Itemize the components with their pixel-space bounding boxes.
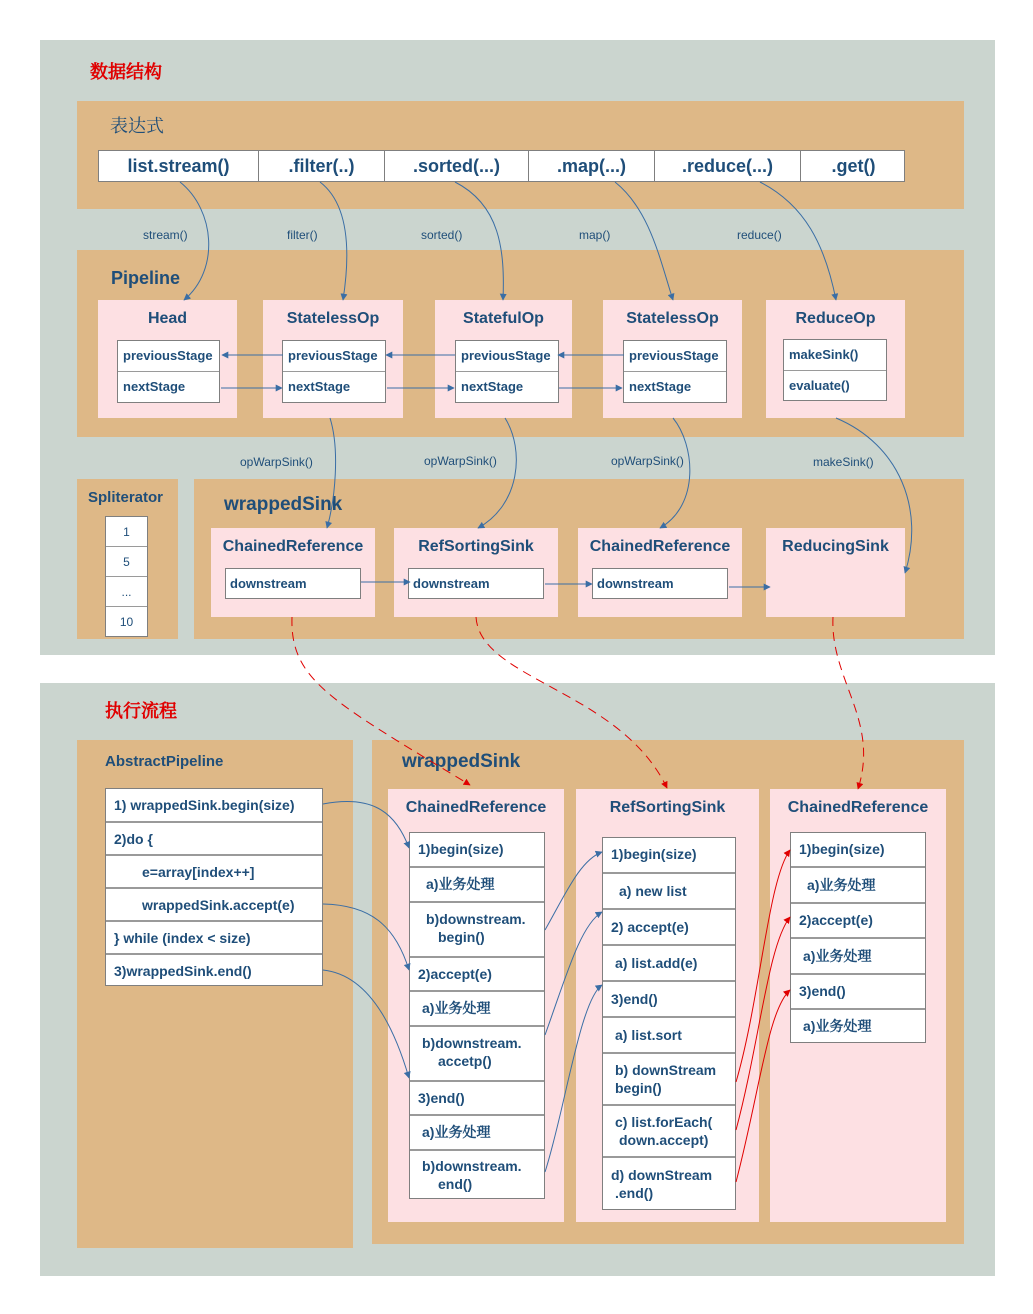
sink-ref-sorting <box>394 528 558 617</box>
step-line: end() <box>438 1176 473 1192</box>
sink-title: ChainedReference <box>222 538 364 555</box>
step-line: accetp() <box>438 1053 492 1069</box>
stage-stateless-op-2 <box>603 300 742 418</box>
abstract-pipeline-label: AbstractPipeline <box>105 753 224 770</box>
step: a)业务处理 <box>410 1115 544 1150</box>
step: 3)end() <box>410 1081 544 1115</box>
sink-title: ReducingSink <box>782 538 889 555</box>
field-make-sink: makeSink() <box>784 340 886 371</box>
field-next-stage: nextStage <box>629 379 692 394</box>
execution-flow-heading: 执行流程 <box>105 701 177 722</box>
step <box>603 1053 735 1105</box>
field-previous-stage: previousStage <box>624 341 726 372</box>
step: 2)accept(e) <box>410 957 544 991</box>
field-previous-stage: previousStage <box>456 341 558 372</box>
flow-title: RefSortingSink <box>609 799 726 816</box>
step: a) list.sort <box>603 1017 735 1053</box>
expr-map: .map(...) <box>529 151 655 181</box>
stage-fields <box>783 339 887 401</box>
step: 3)end() <box>791 974 925 1009</box>
step: 1)begin(size) <box>603 838 735 873</box>
step: 2)accept(e) <box>791 903 925 938</box>
array-cell: 5 <box>106 547 147 577</box>
step-line: down.accept) <box>619 1132 709 1148</box>
step: a)业务处理 <box>791 867 925 903</box>
sink-reducing <box>766 528 905 617</box>
expr-stream: list.stream() <box>99 151 259 181</box>
stage-stateful-op <box>435 300 572 418</box>
call-label-filter: filter() <box>287 228 318 242</box>
step-line: begin() <box>615 1080 662 1096</box>
code-line: } while (index < size) <box>106 921 322 954</box>
stage-head <box>98 300 237 418</box>
stage-reduce-op <box>766 300 905 418</box>
wrapped-sink-label-bottom: wrappedSink <box>402 751 521 772</box>
field-downstream: downstream <box>408 568 544 599</box>
step-line: d) downStream <box>611 1167 713 1183</box>
step: 1)begin(size) <box>791 833 925 867</box>
step: a) list.add(e) <box>603 945 735 981</box>
array-cell: ... <box>106 577 147 607</box>
stage-title: StatefulOp <box>463 310 544 327</box>
field-previous-stage: previousStage <box>118 341 219 372</box>
sink-label-3: opWarpSink() <box>611 454 684 468</box>
step <box>603 1105 735 1157</box>
sink-title: ChainedReference <box>589 538 731 555</box>
step <box>410 1026 544 1081</box>
code-line: 2)do { <box>106 822 322 855</box>
step <box>410 1150 544 1200</box>
wrapped-sink-label-top: wrappedSink <box>224 494 343 515</box>
step-line: .end() <box>615 1185 654 1201</box>
flow-steps-col3 <box>790 832 926 1043</box>
flow-steps-col2 <box>602 837 736 1210</box>
stage-fields <box>282 340 386 403</box>
stage-stateless-op-1 <box>263 300 403 418</box>
expression-label: 表达式 <box>110 116 164 137</box>
call-label-map: map() <box>579 228 611 242</box>
field-evaluate: evaluate() <box>789 378 850 393</box>
step-line: begin() <box>438 929 485 945</box>
stage-title: StatelessOp <box>626 310 719 327</box>
spliterator-array <box>105 516 148 637</box>
sink-label-4: makeSink() <box>813 455 874 469</box>
stage-title: Head <box>147 310 188 327</box>
flow-title: ChainedReference <box>787 799 929 816</box>
expr-sorted: .sorted(...) <box>385 151 529 181</box>
expr-reduce: .reduce(...) <box>655 151 801 181</box>
step <box>410 902 544 957</box>
data-structure-heading: 数据结构 <box>90 62 162 83</box>
step: a)业务处理 <box>410 867 544 902</box>
code-line: 3)wrappedSink.end() <box>106 954 322 987</box>
step-line: b) downStream <box>615 1062 717 1078</box>
code-line: wrappedSink.accept(e) <box>106 888 322 921</box>
step-line: b)downstream. <box>426 911 526 927</box>
step: 1)begin(size) <box>410 833 544 867</box>
field-next-stage: nextStage <box>123 379 186 394</box>
abstract-pipeline-code <box>105 788 323 986</box>
stage-fields <box>117 340 220 403</box>
field-next-stage: nextStage <box>288 379 351 394</box>
stage-title: StatelessOp <box>286 310 380 327</box>
code-line: 1) wrappedSink.begin(size) <box>106 789 322 822</box>
field-downstream: downstream <box>592 568 728 599</box>
stage-title: ReduceOp <box>795 310 876 327</box>
step-line: c) list.forEach( <box>615 1114 713 1130</box>
call-label-reduce: reduce() <box>737 228 782 242</box>
flow-steps-col1 <box>409 832 545 1199</box>
flow-title: ChainedReference <box>405 799 547 816</box>
pipeline-label: Pipeline <box>111 268 181 288</box>
stage-fields <box>455 340 559 403</box>
step-line: b)downstream. <box>422 1158 522 1174</box>
field-previous-stage: previousStage <box>283 341 385 372</box>
array-cell: 10 <box>119 615 134 629</box>
step-line: b)downstream. <box>422 1035 522 1051</box>
field-downstream: downstream <box>225 568 361 599</box>
step: 2) accept(e) <box>603 909 735 945</box>
step: 3)end() <box>603 981 735 1017</box>
sink-label-2: opWarpSink() <box>424 454 497 468</box>
sink-title: RefSortingSink <box>418 538 534 555</box>
expr-get: .get() <box>831 156 876 176</box>
expr-filter: .filter(..) <box>259 151 385 181</box>
array-cell: 1 <box>106 517 147 547</box>
sink-chained-reference-1 <box>211 528 375 617</box>
call-label-sorted: sorted() <box>421 228 463 242</box>
sink-chained-reference-2 <box>578 528 742 617</box>
spliterator-label: Spliterator <box>88 489 164 506</box>
code-line: e=array[index++] <box>106 855 322 888</box>
step: a)业务处理 <box>791 1009 925 1044</box>
stage-fields <box>623 340 727 403</box>
call-label-stream: stream() <box>143 228 188 242</box>
step: a) new list <box>603 873 735 909</box>
step <box>603 1157 735 1211</box>
expression-bar <box>98 150 905 182</box>
field-next-stage: nextStage <box>461 379 524 394</box>
step: a)业务处理 <box>791 938 925 974</box>
sink-label-1: opWarpSink() <box>240 455 313 469</box>
step: a)业务处理 <box>410 991 544 1026</box>
